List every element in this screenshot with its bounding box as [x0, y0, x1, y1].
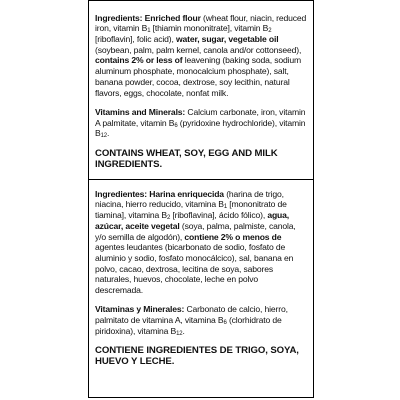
es-vitamins-b: (clorhidrato de piridoxina), vitamina B	[95, 315, 282, 336]
en-remaining-ingredients: leavening (baking soda, sodium aluminum phosphate, monocalcium phosphate), salt, banana powder, cocoa, dextrose, soy lecithin, natural flavors, eggs, chocolate, nonfat milk.	[95, 55, 302, 98]
spanish-allergen-statement: CONTIENE INGREDIENTES DE TRIGO, SOYA, HUEVO Y LECHE.	[95, 345, 299, 368]
en-contains-less: contains 2% or less of	[95, 55, 183, 66]
en-flour-text-a: (wheat flour, niacin, reduced iron, vitamin B	[95, 12, 307, 34]
es-flour-label: Harina enriquecida	[149, 188, 224, 199]
en-flour-text-c: [riboflavin], folic acid),	[95, 34, 174, 44]
en-water-sugar-oil: water, sugar, vegetable oil	[175, 34, 279, 44]
es-flour-sub-b: 2	[167, 215, 171, 222]
ingredients-label-panel	[88, 0, 314, 398]
es-flour-text-c: [riboflavina], ácido fólico),	[172, 210, 266, 221]
es-vitamins-heading: Vitaminas y Minerales:	[95, 304, 185, 315]
spanish-ingredients-section	[95, 189, 308, 367]
english-ingredients-section	[95, 13, 308, 170]
es-contains-less: contiene 2% o menos de	[184, 231, 282, 242]
english-vitamins-text	[95, 107, 308, 139]
en-flour-text-b: [thiamin mononitrate], vitamin B	[152, 23, 269, 34]
es-water-sugar-oil: agua, azúcar, aceite vegetal	[95, 210, 290, 231]
es-flour-text-b: [mononitrato de tiamina], vitamina B	[95, 199, 287, 221]
english-allergen-statement: CONTAINS WHEAT, SOY, EGG AND MILK INGREDIENTS.	[95, 147, 278, 170]
en-oil-detail: (soybean, palm, palm kernel, canola and/or cottonseed),	[95, 44, 302, 55]
en-vitamins-heading: Vitamins and Minerals:	[95, 106, 186, 117]
en-vitamins-sub-a: 6	[174, 122, 178, 129]
en-flour-sub-a: 1	[147, 28, 151, 35]
spanish-ingredients-text	[95, 189, 308, 296]
en-flour-sub-b: 2	[268, 28, 272, 35]
en-vitamins-a: Calcium carbonate, iron, vitamin A palmitate, vitamin B	[95, 106, 306, 128]
es-vitamins-sub-b: 12	[176, 330, 183, 337]
es-vitamins-a: Carbonato de calcio, hierro, palmitato de vitamina A, vitamina B	[95, 304, 288, 326]
en-vitamins-b: (pyridoxine hydrochloride), vitamin B	[95, 117, 306, 139]
spanish-vitamins-text	[95, 304, 308, 336]
es-flour-text-a: (harina de trigo, niacina, hierro reducido, vitamina B	[95, 188, 284, 210]
en-flour-label: Enriched flour	[144, 12, 201, 23]
es-remaining-ingredients: agentes leudantes (bicarbonato de sodio, fosfato de aluminio y sodio, fosfato monocálcico), sal, banana en polvo, cacao, dextrosa, lecitina de soya, sabores naturales, huevos, chocolate, leche en polvo descremada.	[95, 242, 294, 296]
en-vitamins-sub-b: 12	[100, 133, 107, 140]
es-vitamins-end: .	[182, 325, 185, 336]
es-ingredients-heading: Ingredientes:	[95, 188, 148, 199]
section-divider	[89, 179, 313, 180]
en-ingredients-heading: Ingredients:	[95, 12, 143, 23]
en-vitamins-end: .	[106, 128, 110, 139]
es-vitamins-sub-a: 6	[223, 320, 227, 327]
english-ingredients-text	[95, 13, 308, 99]
es-flour-sub-a: 1	[223, 204, 228, 211]
es-oil-detail: (soya, palma, palmiste, canola, y/o semilla de algodón),	[95, 220, 296, 242]
